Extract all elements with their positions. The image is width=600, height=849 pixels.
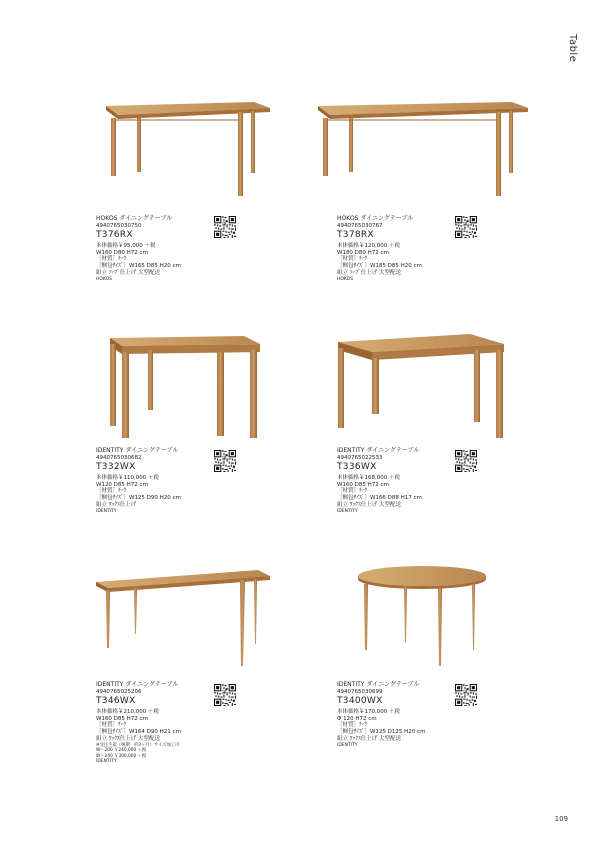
product-jan: 4940765025206 (96, 688, 142, 695)
product-model: T346WX (96, 696, 136, 707)
product-package-size: ［梱包ｻｲｽﾞ］W166 D88 H17 cm (337, 495, 422, 502)
product-brand: HOKOS (337, 277, 354, 282)
product-material: ［材質］ﾁｰｸ (337, 488, 368, 495)
product-price: 本体価格￥110,000 ＋税 (96, 474, 159, 481)
qr-code-icon[interactable] (455, 450, 477, 472)
product-brand: IDENTITY (96, 759, 117, 765)
product-series: IDENTITY ダイニングテーブル (337, 681, 420, 688)
product-price: 本体価格￥120,000 ＋税 (337, 242, 400, 249)
product-material: ［材質］ﾁｰｸ (96, 722, 127, 729)
table-photo-t376rx (94, 96, 274, 202)
product-brand: HOKOS (96, 277, 113, 282)
product-brand: IDENTITY (96, 509, 117, 514)
product-note: W～240 ￥300,000 ＋税 (96, 753, 147, 759)
product-package-size: ［梱包ｻｲｽﾞ］W125 D125 H20 cm (337, 729, 426, 736)
product-note: W～200 ￥240,000 ＋税 (96, 748, 147, 754)
product-package-size: ［梱包ｻｲｽﾞ］W165 D85 H20 cm (96, 263, 181, 270)
product-size: W160 D85 H72 cm (96, 715, 148, 722)
product-assembly: 組立 ﾜｯｸｽ仕上げ 大型配送 (337, 736, 401, 743)
product-material: ［材質］ﾁｰｸ (96, 256, 127, 263)
product-assembly: 組立 ﾜｯｸｽ仕上げ 大型配送 (337, 502, 401, 509)
product-material: ［材質］ﾁｰｸ (337, 256, 368, 263)
product-jan: 4940765030699 (337, 688, 383, 695)
table-photo-t332wx (104, 330, 264, 440)
page-number: 109 (554, 815, 568, 823)
product-series: IDENTITY ダイニングテーブル (96, 681, 179, 688)
product-brand: IDENTITY (337, 509, 358, 514)
product-jan: 4940765030682 (96, 454, 142, 461)
product-price: 本体価格￥95,000 ＋税 (96, 242, 156, 249)
product-assembly: 組立 ﾜｯｸｽ仕上げ 大型配送 (96, 736, 160, 743)
product-series: HOKOS ダイニングテーブル (337, 215, 414, 222)
product-brand: IDENTITY (337, 743, 358, 748)
product-size: W160 D80 H72 cm (96, 249, 148, 256)
product-series: IDENTITY ダイニングテーブル (337, 447, 420, 454)
product-size: W160 D85 H72 cm (337, 481, 389, 488)
product-model: T378RX (337, 230, 374, 241)
qr-code-icon[interactable] (214, 450, 236, 472)
product-model: T336WX (337, 462, 377, 473)
product-material: ［材質］ﾁｰｸ (96, 488, 127, 495)
product-series: HOKOS ダイニングテーブル (96, 215, 173, 222)
product-note: ※受注生産（納期：約3ヶ月）サイズ加工可 (96, 743, 180, 748)
product-assembly: 組立 ﾜｯｸｽ仕上げ (96, 502, 137, 509)
table-photo-t378rx (316, 96, 530, 202)
product-size: Φ 120 H72 cm (337, 715, 377, 722)
product-assembly: 組立 ｿｰﾌﾟ仕上げ 大型配送 (337, 270, 401, 277)
product-size: W180 D80 H72 cm (337, 249, 389, 256)
product-model: T376RX (96, 230, 133, 241)
product-model: T332WX (96, 462, 136, 473)
product-package-size: ［梱包ｻｲｽﾞ］W125 D90 H20 cm (96, 495, 181, 502)
product-assembly: 組立 ｿｰﾌﾟ仕上げ 大型配送 (96, 270, 160, 277)
product-jan: 4940765030750 (96, 222, 142, 229)
product-package-size: ［梱包ｻｲｽﾞ］W164 D90 H21 cm (96, 729, 181, 736)
table-photo-t3400wx (354, 564, 490, 668)
product-material: ［材質］ﾁｰｸ (337, 722, 368, 729)
product-model: T3400WX (337, 696, 383, 707)
section-label: Table (567, 34, 578, 63)
qr-code-icon[interactable] (455, 216, 477, 238)
product-jan: 4940765030767 (337, 222, 383, 229)
qr-code-icon[interactable] (214, 684, 236, 706)
product-series: IDENTITY ダイニングテーブル (96, 447, 179, 454)
product-price: 本体価格￥170,000 ＋税 (337, 708, 400, 715)
product-price: 本体価格￥168,000 ＋税 (337, 474, 400, 481)
qr-code-icon[interactable] (214, 216, 236, 238)
table-photo-t336wx (330, 330, 510, 440)
qr-code-icon[interactable] (455, 684, 477, 706)
product-price: 本体価格￥210,000 ＋税 (96, 708, 159, 715)
table-photo-t346wx (94, 566, 274, 670)
product-size: W120 D85 H72 cm (96, 481, 148, 488)
product-jan: 4940765022533 (337, 454, 383, 461)
product-package-size: ［梱包ｻｲｽﾞ］W185 D85 H20 cm (337, 263, 422, 270)
